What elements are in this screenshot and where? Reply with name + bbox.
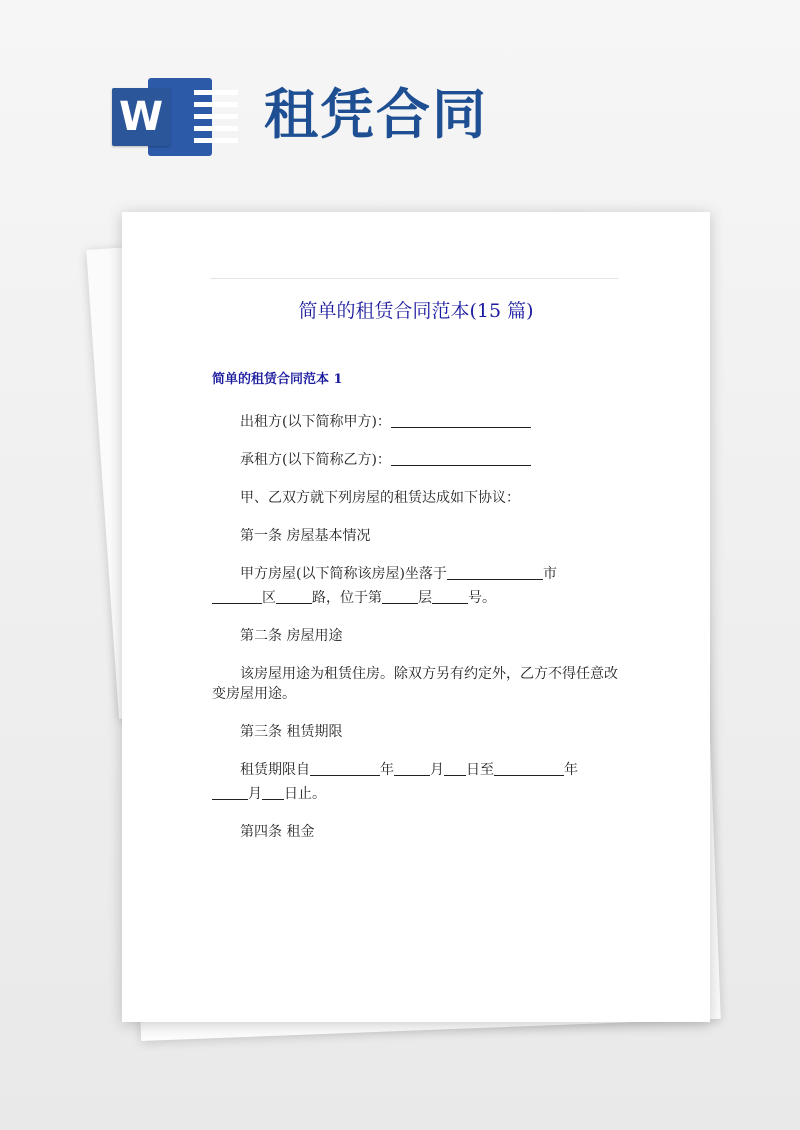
article-1-text <box>212 564 622 584</box>
fill-blank <box>444 760 466 776</box>
article-4-title: 第四条 租金 <box>240 824 315 840</box>
article-1-number: 号。 <box>468 590 496 606</box>
article-3-text-cont <box>212 784 622 804</box>
document-page <box>122 212 710 1022</box>
fill-blank <box>447 564 543 580</box>
word-app-icon <box>112 78 212 156</box>
article-1-road: 路，位于第 <box>312 590 382 606</box>
lessor-line <box>212 412 622 432</box>
article-2-title: 第二条 房屋用途 <box>240 628 343 644</box>
article-1-title: 第一条 房屋基本情况 <box>240 528 371 544</box>
fill-blank <box>494 760 564 776</box>
header <box>0 0 800 200</box>
fill-blank <box>432 588 468 604</box>
word-icon-line <box>194 126 238 131</box>
fill-blank <box>212 588 262 604</box>
fill-blank <box>212 784 248 800</box>
fill-blank <box>391 450 531 466</box>
article-1-text-cont <box>212 588 622 608</box>
fill-blank <box>276 588 312 604</box>
word-icon-letter: W <box>112 88 170 146</box>
article-3-year: 年 <box>380 762 394 778</box>
fill-blank <box>394 760 430 776</box>
article-2-text: 该房屋用途为租赁住房。除双方另有约定外，乙方不得任意改变房屋用途。 <box>212 666 618 702</box>
article-3-title: 第三条 租赁期限 <box>240 724 343 740</box>
article-1-part1: 甲方房屋(以下简称该房屋)坐落于 <box>240 566 447 582</box>
article-3-prefix: 租赁期限自 <box>240 762 310 778</box>
fill-blank <box>310 760 380 776</box>
lessee-line <box>212 450 622 470</box>
fill-blank <box>262 784 284 800</box>
document-body <box>212 412 622 860</box>
fill-blank <box>382 588 418 604</box>
document-title: 简单的租赁合同范本(15 篇) <box>298 300 534 322</box>
article-3-day-to: 日至 <box>466 762 494 778</box>
lessee-label: 承租方(以下简称乙方)： <box>240 452 391 468</box>
article-3-month: 月 <box>430 762 444 778</box>
fill-blank <box>391 412 531 428</box>
word-icon-line <box>194 138 238 143</box>
article-3-year2: 年 <box>564 762 578 778</box>
article-3-text <box>212 760 622 780</box>
article-3-end: 日止。 <box>284 786 326 802</box>
word-icon-line <box>194 102 238 107</box>
section-heading: 简单的租赁合同范本 1 <box>212 372 343 387</box>
article-1-district: 区 <box>262 590 276 606</box>
article-3-month2: 月 <box>248 786 262 802</box>
page-title: 租凭合同 <box>264 83 488 146</box>
word-icon-line <box>194 90 238 95</box>
lessor-label: 出租方(以下简称甲方)： <box>240 414 391 430</box>
article-1-floor: 层 <box>418 590 432 606</box>
agreement-intro: 甲、乙双方就下列房屋的租赁达成如下协议： <box>240 490 520 506</box>
word-icon-line <box>194 114 238 119</box>
header-rule <box>210 278 618 279</box>
article-1-city: 市 <box>542 566 557 582</box>
